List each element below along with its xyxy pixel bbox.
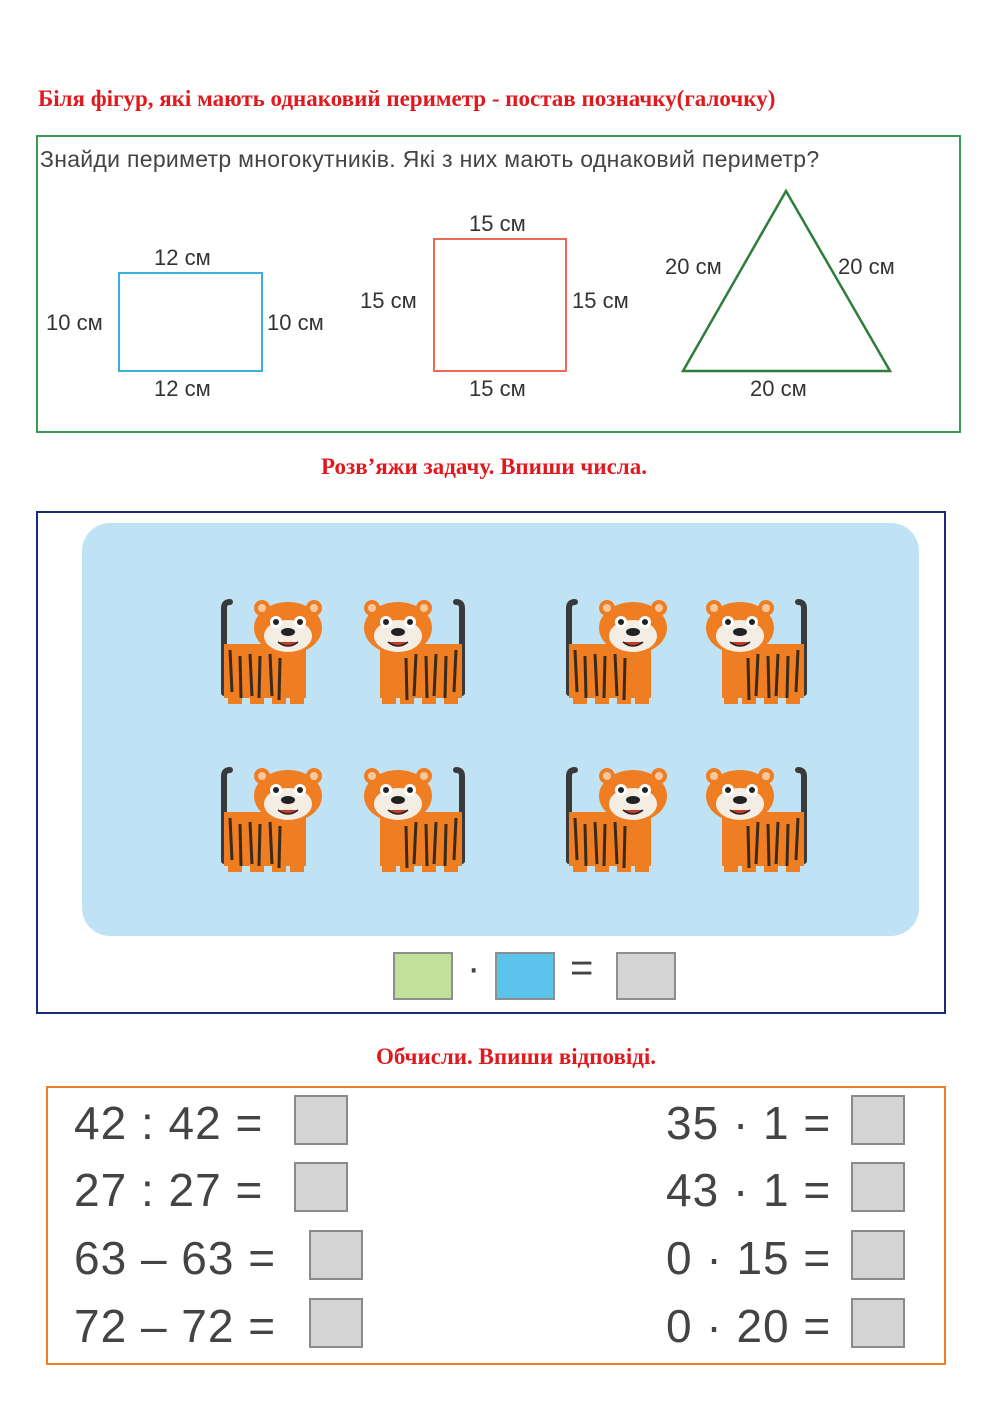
left-expression-1: 42 : 42 = [74, 1097, 264, 1149]
triangle-left-label: 20 см [665, 254, 722, 279]
triangle-bottom-label: 20 см [750, 376, 807, 401]
square-shape [433, 238, 567, 372]
left-answer-1[interactable] [294, 1095, 348, 1145]
task1-instruction: Знайди периметр многокутників. Які з них мають однаковий периметр? [40, 146, 820, 172]
product-input[interactable] [616, 952, 676, 1000]
factor2-input[interactable] [495, 952, 555, 1000]
task3-heading: Обчисли. Впиши відповіді. [375, 1044, 657, 1069]
multiply-sign: · [467, 946, 481, 990]
right-expression-3: 0 · 15 = [666, 1232, 832, 1284]
rectangle-right-label: 10 см [267, 310, 324, 335]
rectangle-bottom-label: 12 см [154, 376, 211, 401]
right-answer-2[interactable] [851, 1162, 905, 1212]
left-expression-3: 63 – 63 = [74, 1232, 277, 1284]
factor1-input[interactable] [393, 952, 453, 1000]
rectangle-top-label: 12 см [154, 245, 211, 270]
left-answer-4[interactable] [309, 1298, 363, 1348]
right-expression-2: 43 · 1 = [666, 1164, 832, 1216]
left-expression-4: 72 – 72 = [74, 1300, 277, 1352]
tiger-3 [555, 598, 685, 708]
right-answer-3[interactable] [851, 1230, 905, 1280]
task1-heading: Біля фігур, які мають однаковий периметр - постав позначку(галочку) [38, 86, 776, 111]
tiger-8 [692, 766, 822, 876]
rectangle-shape [118, 272, 263, 372]
square-right-label: 15 см [572, 288, 629, 313]
square-bottom-label: 15 см [469, 376, 526, 401]
equals-sign: = [570, 946, 594, 990]
triangle-shape [680, 188, 894, 374]
square-left-label: 15 см [360, 288, 417, 313]
right-answer-1[interactable] [851, 1095, 905, 1145]
tiger-6 [350, 766, 480, 876]
tiger-5 [210, 766, 340, 876]
right-expression-4: 0 · 20 = [666, 1300, 832, 1352]
right-answer-4[interactable] [851, 1298, 905, 1348]
rectangle-left-label: 10 см [46, 310, 103, 335]
left-answer-3[interactable] [309, 1230, 363, 1280]
triangle-right-label: 20 см [838, 254, 895, 279]
tiger-7 [555, 766, 685, 876]
left-expression-2: 27 : 27 = [74, 1164, 264, 1216]
tiger-1 [210, 598, 340, 708]
tiger-4 [692, 598, 822, 708]
right-expression-1: 35 · 1 = [666, 1097, 832, 1149]
square-top-label: 15 см [469, 211, 526, 236]
left-answer-2[interactable] [294, 1162, 348, 1212]
task2-heading: Розв’яжи задачу. Впиши числа. [321, 454, 647, 479]
tiger-2 [350, 598, 480, 708]
